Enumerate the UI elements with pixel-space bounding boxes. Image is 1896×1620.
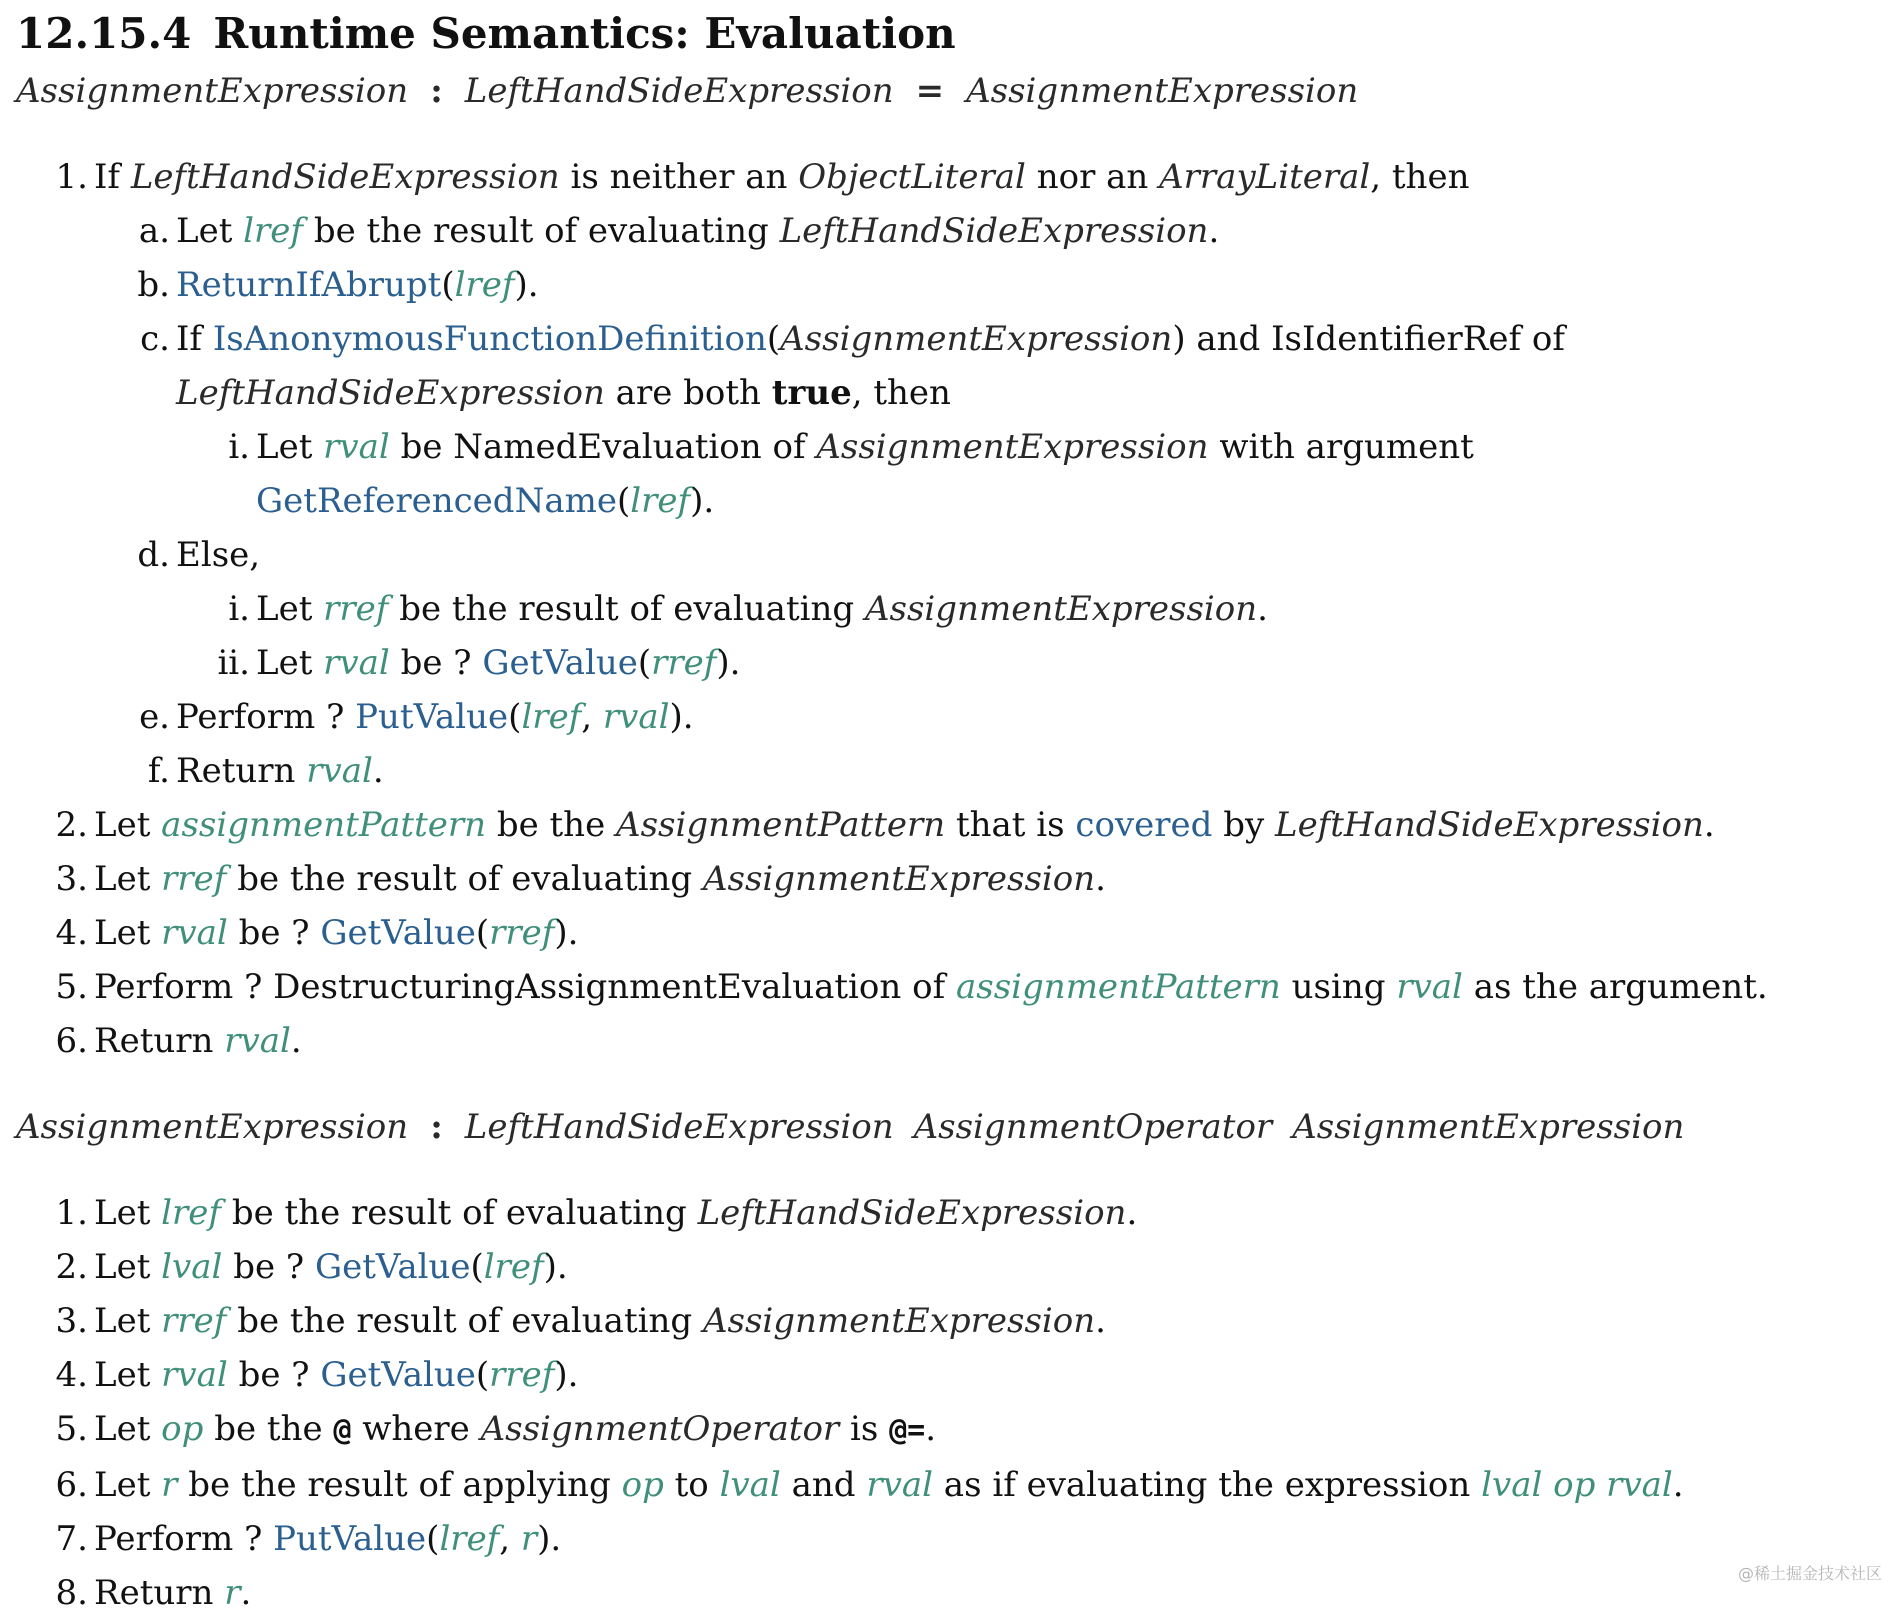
step-1d-ii xyxy=(16,636,1880,690)
variable[interactable]: op xyxy=(621,1465,664,1505)
step-text: ( xyxy=(470,1247,484,1287)
step-text: . xyxy=(1703,805,1715,845)
variable[interactable]: rval xyxy=(161,1355,228,1395)
at-symbol: @ xyxy=(333,1413,352,1448)
variable[interactable]: r xyxy=(520,1519,538,1559)
step-text: are both xyxy=(604,373,772,413)
at-equals-symbol: @= xyxy=(889,1413,926,1448)
step-text: ). xyxy=(514,265,539,305)
grammar-rhs-ae[interactable]: AssignmentExpression xyxy=(966,71,1359,111)
step-number: c. xyxy=(140,319,170,359)
step-text: Let xyxy=(94,913,162,953)
step-text: ). xyxy=(554,1355,579,1395)
step-text: , xyxy=(581,697,603,737)
step-text: ( xyxy=(637,643,652,683)
step-text: ). xyxy=(690,481,715,521)
variable[interactable]: lref xyxy=(243,211,304,251)
step-text: . xyxy=(1095,859,1106,899)
step-text: . xyxy=(290,1021,302,1061)
watermark: @稀土掘金技术社区 xyxy=(1737,1564,1882,1583)
step-number: 5. xyxy=(55,1409,88,1449)
variable[interactable]: assignmentPattern xyxy=(161,805,487,845)
step-text: where xyxy=(351,1409,481,1449)
step-text: be ? xyxy=(227,913,321,953)
nonterminal[interactable]: LeftHandSideExpression xyxy=(176,373,605,413)
step-text: that is xyxy=(945,805,1076,845)
step-text: be ? xyxy=(389,643,483,683)
step-text: Perform ? xyxy=(176,697,356,737)
step-text: Return xyxy=(176,751,307,791)
abstract-op-link[interactable]: GetValue xyxy=(482,643,638,683)
step-3 xyxy=(16,852,1880,906)
variable[interactable]: rref xyxy=(651,643,717,683)
step-number: i. xyxy=(228,589,250,629)
step-text: Let xyxy=(256,643,324,683)
variable[interactable]: rref xyxy=(323,589,389,629)
step-text: be the xyxy=(203,1409,334,1449)
variable[interactable]: rval xyxy=(323,427,390,467)
grammar-production-2 xyxy=(16,1102,1880,1152)
step-text: Else, xyxy=(176,535,261,575)
step-number: d. xyxy=(137,535,170,575)
step-text: ). xyxy=(669,697,694,737)
step-text: be the result of evaluating xyxy=(221,1193,698,1233)
step-text: Let xyxy=(94,805,162,845)
step-text: Let xyxy=(94,1301,162,1341)
step-text: . xyxy=(1095,1301,1106,1341)
grammar-rhs-ae[interactable]: AssignmentExpression xyxy=(1292,1107,1685,1147)
algorithm-1 xyxy=(16,150,1880,1068)
step-number: 4. xyxy=(55,1355,88,1395)
step-text: . xyxy=(1126,1193,1138,1233)
step-1d xyxy=(16,528,1880,582)
step-5 xyxy=(16,960,1880,1014)
step-number: 2. xyxy=(55,1247,88,1287)
step-text: ( xyxy=(766,319,781,359)
step-text: using xyxy=(1280,967,1397,1007)
step-text: ) and IsIdentifierRef of xyxy=(1172,319,1565,359)
covered-link[interactable]: covered xyxy=(1075,805,1213,845)
step-text: Let xyxy=(94,1247,162,1287)
step-text: be the result of evaluating xyxy=(226,1301,703,1341)
step-text: be the xyxy=(486,805,617,845)
substeps-1 xyxy=(16,204,1880,798)
section-number: 12.15.4 xyxy=(16,9,192,58)
step-text: be the result of evaluating xyxy=(303,211,780,251)
step-number: 4. xyxy=(55,913,88,953)
step-number: i. xyxy=(228,427,250,467)
step-1c xyxy=(16,312,1880,420)
grammar-lhs[interactable]: AssignmentExpression xyxy=(16,1107,409,1147)
step-number: 1. xyxy=(55,1193,88,1233)
nonterminal[interactable]: AssignmentExpression xyxy=(702,1301,1096,1341)
step-text: be the result of applying xyxy=(177,1465,622,1505)
step-text: Let xyxy=(256,589,324,629)
grammar-lhs[interactable]: AssignmentExpression xyxy=(16,71,409,111)
variable[interactable]: lref xyxy=(439,1519,500,1559)
variable[interactable]: lref xyxy=(454,265,515,305)
nonterminal[interactable]: LeftHandSideExpression xyxy=(779,211,1209,251)
grammar-equals: = xyxy=(915,71,945,111)
step-2 xyxy=(16,798,1880,852)
step-text: Let xyxy=(94,1465,162,1505)
abstract-op-link[interactable]: GetValue xyxy=(314,1247,471,1287)
grammar-production-1 xyxy=(16,66,1880,116)
step-text: is xyxy=(839,1409,890,1449)
step-1a xyxy=(16,204,1880,258)
step-text: as the argument. xyxy=(1462,967,1768,1007)
variable[interactable]: rval xyxy=(161,913,228,953)
substeps-1d xyxy=(16,582,1880,690)
step-text: , then xyxy=(851,373,951,413)
step-text: be the result of evaluating xyxy=(226,859,703,899)
nonterminal[interactable]: ArrayLiteral xyxy=(1159,157,1371,197)
step-number: 6. xyxy=(55,1465,88,1505)
variable[interactable]: rref xyxy=(161,1301,227,1341)
nonterminal[interactable]: AssignmentExpression xyxy=(702,859,1096,899)
step-text: by xyxy=(1212,805,1275,845)
step-text: with argument xyxy=(1208,427,1474,467)
variable[interactable]: lref xyxy=(630,481,691,521)
abstract-op-link[interactable]: IsAnonymousFunctionDefinition xyxy=(212,319,767,359)
nonterminal[interactable]: AssignmentOperator xyxy=(480,1409,840,1449)
step-number: 2. xyxy=(55,805,88,845)
step-text: nor an xyxy=(1025,157,1160,197)
variable[interactable]: rval xyxy=(1396,967,1463,1007)
step-text: ). xyxy=(554,913,579,953)
variable[interactable]: lval xyxy=(161,1247,223,1287)
step-text: ( xyxy=(426,1519,440,1559)
section-title: Runtime Semantics: Evaluation xyxy=(213,9,956,58)
step-number: 1. xyxy=(55,157,88,197)
nonterminal[interactable]: AssignmentPattern xyxy=(616,805,946,845)
step-number: 7. xyxy=(55,1519,88,1559)
step-number: 8. xyxy=(55,1573,88,1613)
variable[interactable]: rval xyxy=(224,1021,291,1061)
step-text: be ? xyxy=(227,1355,321,1395)
grammar-rhs-lhse[interactable]: LeftHandSideExpression xyxy=(464,1107,894,1147)
grammar-colon: : xyxy=(430,1107,443,1147)
step-text: Let xyxy=(256,427,324,467)
variable[interactable]: assignmentPattern xyxy=(955,967,1281,1007)
step-text: If xyxy=(94,157,131,197)
step-text: . xyxy=(1208,211,1220,251)
abstract-op-link[interactable]: GetValue xyxy=(320,913,476,953)
step-text: ). xyxy=(716,643,741,683)
abstract-op-link[interactable]: ReturnIfAbrupt xyxy=(176,265,442,305)
variable[interactable]: lref xyxy=(161,1193,222,1233)
grammar-rhs-lhse[interactable]: LeftHandSideExpression xyxy=(464,71,894,111)
section-heading xyxy=(16,2,1880,66)
variable[interactable]: rval xyxy=(602,697,670,737)
step-text: to xyxy=(663,1465,720,1505)
step-text: Perform ? DestructuringAssignmentEvaluation of xyxy=(94,967,956,1007)
step-text: , then xyxy=(1370,157,1470,197)
step-text: If xyxy=(176,319,213,359)
nonterminal[interactable]: ObjectLiteral xyxy=(798,157,1026,197)
abstract-op-link[interactable]: GetReferencedName xyxy=(256,481,617,521)
variable[interactable]: rval xyxy=(323,643,390,683)
step-number: 5. xyxy=(55,967,88,1007)
nonterminal[interactable]: AssignmentExpression xyxy=(780,319,1173,359)
step-number: 3. xyxy=(55,1301,88,1341)
step-6 xyxy=(16,1014,1880,1068)
step-number: 6. xyxy=(55,1021,88,1061)
step-text: . xyxy=(240,1573,252,1613)
step-7 xyxy=(16,1512,1880,1566)
step-text: Let xyxy=(94,1409,162,1449)
step-text: be NamedEvaluation of xyxy=(389,427,817,467)
abstract-op-link[interactable]: PutValue xyxy=(273,1519,427,1559)
variable[interactable]: lref xyxy=(521,697,582,737)
variable[interactable]: rref xyxy=(489,1355,555,1395)
step-text: Return xyxy=(94,1573,225,1613)
step-number: a. xyxy=(138,211,170,251)
step-text: ( xyxy=(475,913,490,953)
keyword-true: true xyxy=(771,373,852,413)
variable[interactable]: r xyxy=(224,1573,241,1613)
step-text: . xyxy=(1672,1465,1684,1505)
step-text: . xyxy=(372,751,384,791)
abstract-op-link[interactable]: GetValue xyxy=(320,1355,476,1395)
step-text: Perform ? xyxy=(94,1519,274,1559)
step-text: . xyxy=(1257,589,1268,629)
variable[interactable]: lval xyxy=(719,1465,781,1505)
step-text: ( xyxy=(475,1355,490,1395)
step-4 xyxy=(16,1348,1880,1402)
variable[interactable]: lref xyxy=(483,1247,544,1287)
step-1d-i xyxy=(16,582,1880,636)
nonterminal[interactable]: AssignmentExpression xyxy=(816,427,1209,467)
step-number: f. xyxy=(147,751,170,791)
step-text: Let xyxy=(94,859,162,899)
variable[interactable]: rref xyxy=(489,913,555,953)
variable[interactable]: rval xyxy=(866,1465,933,1505)
step-4 xyxy=(16,906,1880,960)
step-text: is neither an xyxy=(559,157,799,197)
step-text: ( xyxy=(441,265,455,305)
variable-expression[interactable]: lval op rval xyxy=(1481,1465,1673,1505)
grammar-rhs-operator[interactable]: AssignmentOperator xyxy=(913,1107,1273,1147)
substeps-1c xyxy=(16,420,1880,528)
step-1f xyxy=(16,744,1880,798)
step-number: e. xyxy=(139,697,170,737)
step-number: 3. xyxy=(55,859,88,899)
step-text: ). xyxy=(537,1519,562,1559)
step-text: as if evaluating the expression xyxy=(932,1465,1482,1505)
nonterminal[interactable]: LeftHandSideExpression xyxy=(1274,805,1704,845)
nonterminal[interactable]: LeftHandSideExpression xyxy=(130,157,560,197)
step-1b xyxy=(16,258,1880,312)
step-text: and xyxy=(780,1465,867,1505)
step-text: ( xyxy=(616,481,631,521)
algorithm-2 xyxy=(16,1186,1880,1620)
step-number: b. xyxy=(137,265,170,305)
step-text: ( xyxy=(508,697,522,737)
variable[interactable]: r xyxy=(161,1465,178,1505)
step-text: Let xyxy=(94,1193,162,1233)
grammar-colon: : xyxy=(430,71,443,111)
nonterminal[interactable]: AssignmentExpression xyxy=(864,589,1258,629)
nonterminal[interactable]: LeftHandSideExpression xyxy=(697,1193,1127,1233)
step-3 xyxy=(16,1294,1880,1348)
step-text: ). xyxy=(543,1247,568,1287)
step-number: ii. xyxy=(217,643,250,683)
step-1 xyxy=(16,1186,1880,1240)
step-1 xyxy=(16,150,1880,204)
step-text: be the result of evaluating xyxy=(388,589,865,629)
variable[interactable]: op xyxy=(161,1409,204,1449)
step-2 xyxy=(16,1240,1880,1294)
step-text: Let xyxy=(94,1355,162,1395)
step-8 xyxy=(16,1566,1880,1620)
abstract-op-link[interactable]: PutValue xyxy=(355,697,509,737)
step-text: Let xyxy=(176,211,244,251)
step-text: , xyxy=(499,1519,521,1559)
step-1e xyxy=(16,690,1880,744)
step-1c-i xyxy=(16,420,1880,528)
step-5 xyxy=(16,1402,1880,1458)
step-6 xyxy=(16,1458,1880,1512)
step-text: . xyxy=(925,1409,937,1449)
step-text: be ? xyxy=(222,1247,315,1287)
step-text: Return xyxy=(94,1021,225,1061)
variable[interactable]: rref xyxy=(161,859,227,899)
variable[interactable]: rval xyxy=(306,751,373,791)
